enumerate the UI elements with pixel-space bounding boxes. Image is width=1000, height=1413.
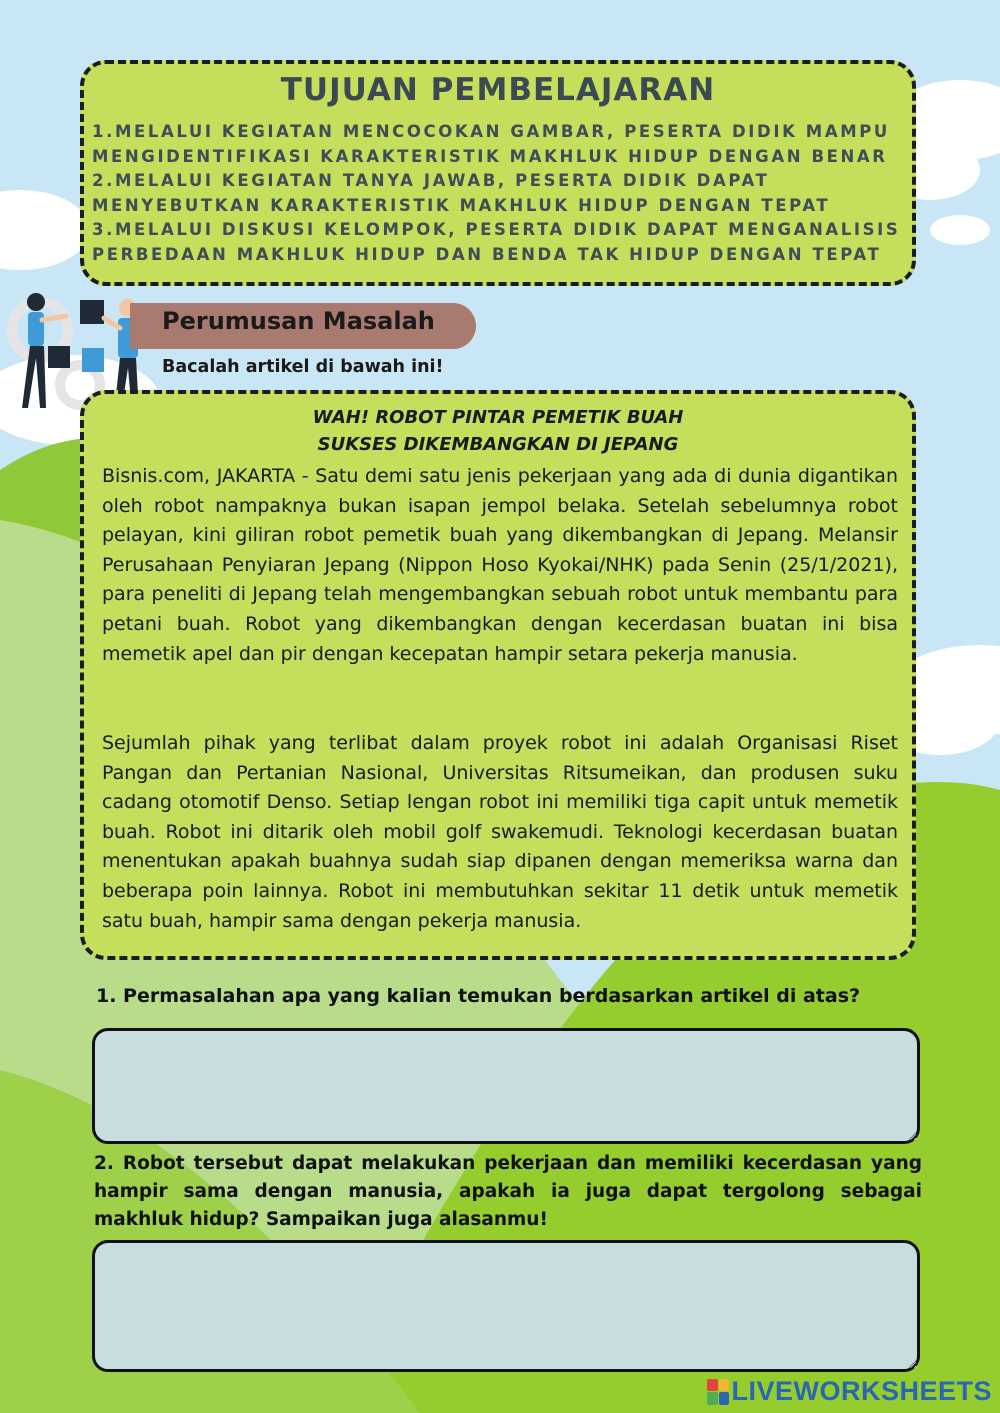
learning-goals-box (80, 60, 916, 286)
goal-item: 2.MELALUI KEGIATAN TANYA JAWAB, PESERTA DIDIK DAPAT MENYEBUTKAN KARAKTERISTIK MAKHLUK HIDUP DENGAN TEPAT (92, 171, 831, 215)
liveworksheets-brand (707, 1376, 992, 1407)
brand-name: LIVEWORKSHEETS (731, 1376, 992, 1406)
liveworksheets-logo-icon (707, 1379, 729, 1405)
goal-item: 3.MELALUI DISKUSI KELOMPOK, PESERTA DIDIK DAPAT MENGANALISIS PERBEDAAN MAKHLUK HIDUP DAN BENDA TAK HIDUP DENGAN TEPAT (92, 220, 901, 264)
answer-field-2[interactable] (92, 1240, 920, 1372)
article-box (80, 390, 916, 960)
section-instruction: Bacalah artikel di bawah ini! (162, 357, 444, 377)
goals-title: TUJUAN PEMBELAJARAN (280, 72, 716, 108)
article-title-line: WAH! ROBOT PINTAR PEMETIK BUAH (312, 407, 684, 428)
article-title-line: SUKSES DIKEMBANGKAN DI JEPANG (317, 434, 679, 455)
answer-field-1[interactable] (92, 1028, 920, 1144)
section-title: Perumusan Masalah (162, 307, 435, 335)
question-1: 1. Permasalahan apa yang kalian temukan berdasarkan artikel di atas? (96, 985, 861, 1007)
question-2: 2. Robot tersebut dapat melakukan pekerjaan dan memiliki kecerdasan yang hampir sama dengan manusia, apakah ia juga dapat tergolong sebagai makhluk hidup? Sampaikan juga alasanmu! (94, 1153, 922, 1230)
article-title (84, 404, 912, 458)
article-paragraph: Bisnis.com, JAKARTA - Satu demi satu jenis pekerjaan yang ada di dunia digantikan oleh robot nampaknya bukan isapan jempol belaka. Setelah sebelumnya robot pelayan, kini giliran robot pemetik buah yang dikembangkan di Jepang. Melansir Perusahaan Penyiaran Jepang (Nippon Hoso Kyokai/NHK) pada Senin (25/1/2021), para peneliti di Jepang telah mengembangkan sebuah robot untuk membantu para petani buah. Robot yang dikembangkan dengan kecerdasan buatan ini bisa memetik apel dan pir dengan kecepatan hampir setara pekerja manusia. (102, 465, 898, 665)
article-paragraph: Sejumlah pihak yang terlibat dalam proyek robot ini adalah Organisasi Riset Pangan dan Pertanian Nasional, Universitas Ritsumeikan, dan produsen suku cadang otomotif Denso. Setiap lengan robot ini memiliki tiga capit untuk memetik buah. Robot ini ditarik oleh mobil golf swakemudi. Teknologi kecerdasan buatan menentukan apakah buahnya sudah siap dipanen dengan memeriksa warna dan beberapa poin lainnya. Robot ini membutuhkan sekitar 11 detik untuk memetik satu buah, hampir sama dengan pekerja manusia. (102, 732, 898, 932)
goal-item: 1.MELALUI KEGIATAN MENCOCOKAN GAMBAR, PESERTA DIDIK MAMPU MENGIDENTIFIKASI KARAKTERISTIK MAKHLUK HIDUP DENGAN BENAR (92, 122, 890, 166)
goals-list (92, 120, 902, 267)
